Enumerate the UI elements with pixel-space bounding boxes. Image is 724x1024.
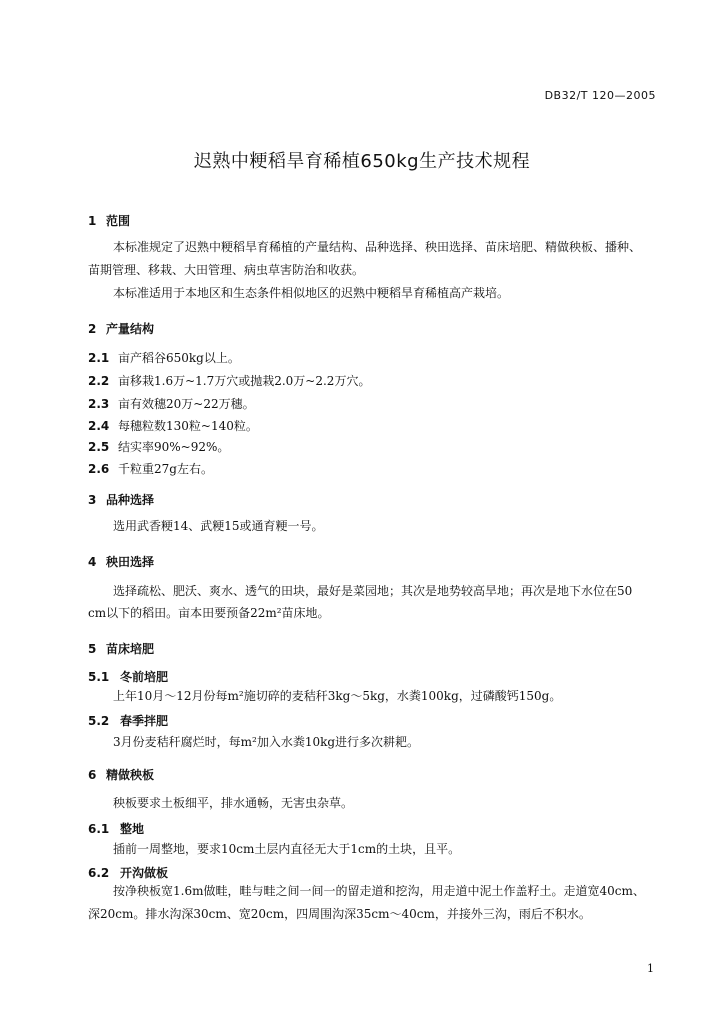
subsection-6-1-paragraph: 插前一周整地，要求10cm土层内直径无大于1cm的土块，且平。 [113, 842, 461, 856]
section-3-heading: 3 品种选择 [88, 493, 155, 507]
list-item: 2.3 亩有效穗20万~22万穗。 [88, 397, 255, 411]
section-6-paragraph: 秧板要求土板细平，排水通畅，无害虫杂草。 [113, 796, 354, 810]
section-6-heading: 6 精做秧板 [88, 768, 155, 782]
page-number: 1 [647, 962, 654, 975]
list-item: 2.5 结实率90%~92%。 [88, 440, 230, 454]
subsection-5-2-heading: 5.2 春季拌肥 [88, 714, 169, 728]
list-item: 2.6 千粒重27g左右。 [88, 462, 213, 476]
subsection-6-2-heading: 6.2 开沟做板 [88, 866, 169, 880]
subsection-6-2-paragraph-cont: 深20cm。排水沟深30cm、宽20cm，四周围沟深35cm～40cm，并接外三沟，雨后不积水。 [88, 907, 591, 921]
section-1-paragraph-1-cont: 苗期管理、移栽、大田管理、病虫草害防治和收获。 [88, 263, 365, 277]
list-item: 2.1 亩产稻谷650kg以上。 [88, 351, 240, 365]
section-4-paragraph-cont: cm以下的稻田。亩本田要预备22m²苗床地。 [88, 606, 330, 620]
section-3-paragraph: 选用武香粳14、武粳15或通育粳一号。 [113, 519, 324, 533]
section-4-heading: 4 秧田选择 [88, 555, 155, 569]
section-2-heading: 2 产量结构 [88, 322, 155, 336]
subsection-6-2-paragraph: 按净秧板宽1.6m做畦，畦与畦之间一间一的留走道和挖沟，用走道中泥土作盖籽土。走道宽40cm、 [113, 884, 645, 898]
subsection-5-2-paragraph: 3月份麦秸秆腐烂时，每m²加入水粪10kg进行多次耕耙。 [113, 735, 420, 749]
list-item: 2.4 每穗粒数130粒~140粒。 [88, 419, 258, 433]
section-5-heading: 5 苗床培肥 [88, 642, 155, 656]
list-item: 2.2 亩移栽1.6万~1.7万穴或抛栽2.0万~2.2万穴。 [88, 374, 371, 388]
section-1-heading: 1 范围 [88, 214, 131, 228]
section-1-paragraph-1: 本标准规定了迟熟中粳稻旱育稀植的产量结构、品种选择、秧田选择、苗床培肥、精做秧板、播种、 [113, 240, 642, 254]
subsection-5-1-paragraph: 上年10月～12月份每m²施切碎的麦秸秆3kg～5kg，水粪100kg，过磷酸钙150g。 [113, 689, 562, 703]
document-title: 迟熟中粳稻旱育稀植650kg生产技术规程 [193, 151, 531, 172]
section-4-paragraph: 选择疏松、肥沃、爽水、透气的田块，最好是菜园地；其次是地势较高旱地；再次是地下水位在50 [113, 584, 633, 598]
subsection-6-1-heading: 6.1 整地 [88, 822, 145, 836]
standard-number: DB32/T 120—2005 [544, 89, 656, 102]
subsection-5-1-heading: 5.1 冬前培肥 [88, 670, 169, 684]
section-1-paragraph-2: 本标准适用于本地区和生态条件相似地区的迟熟中粳稻旱育稀植高产栽培。 [113, 286, 510, 300]
